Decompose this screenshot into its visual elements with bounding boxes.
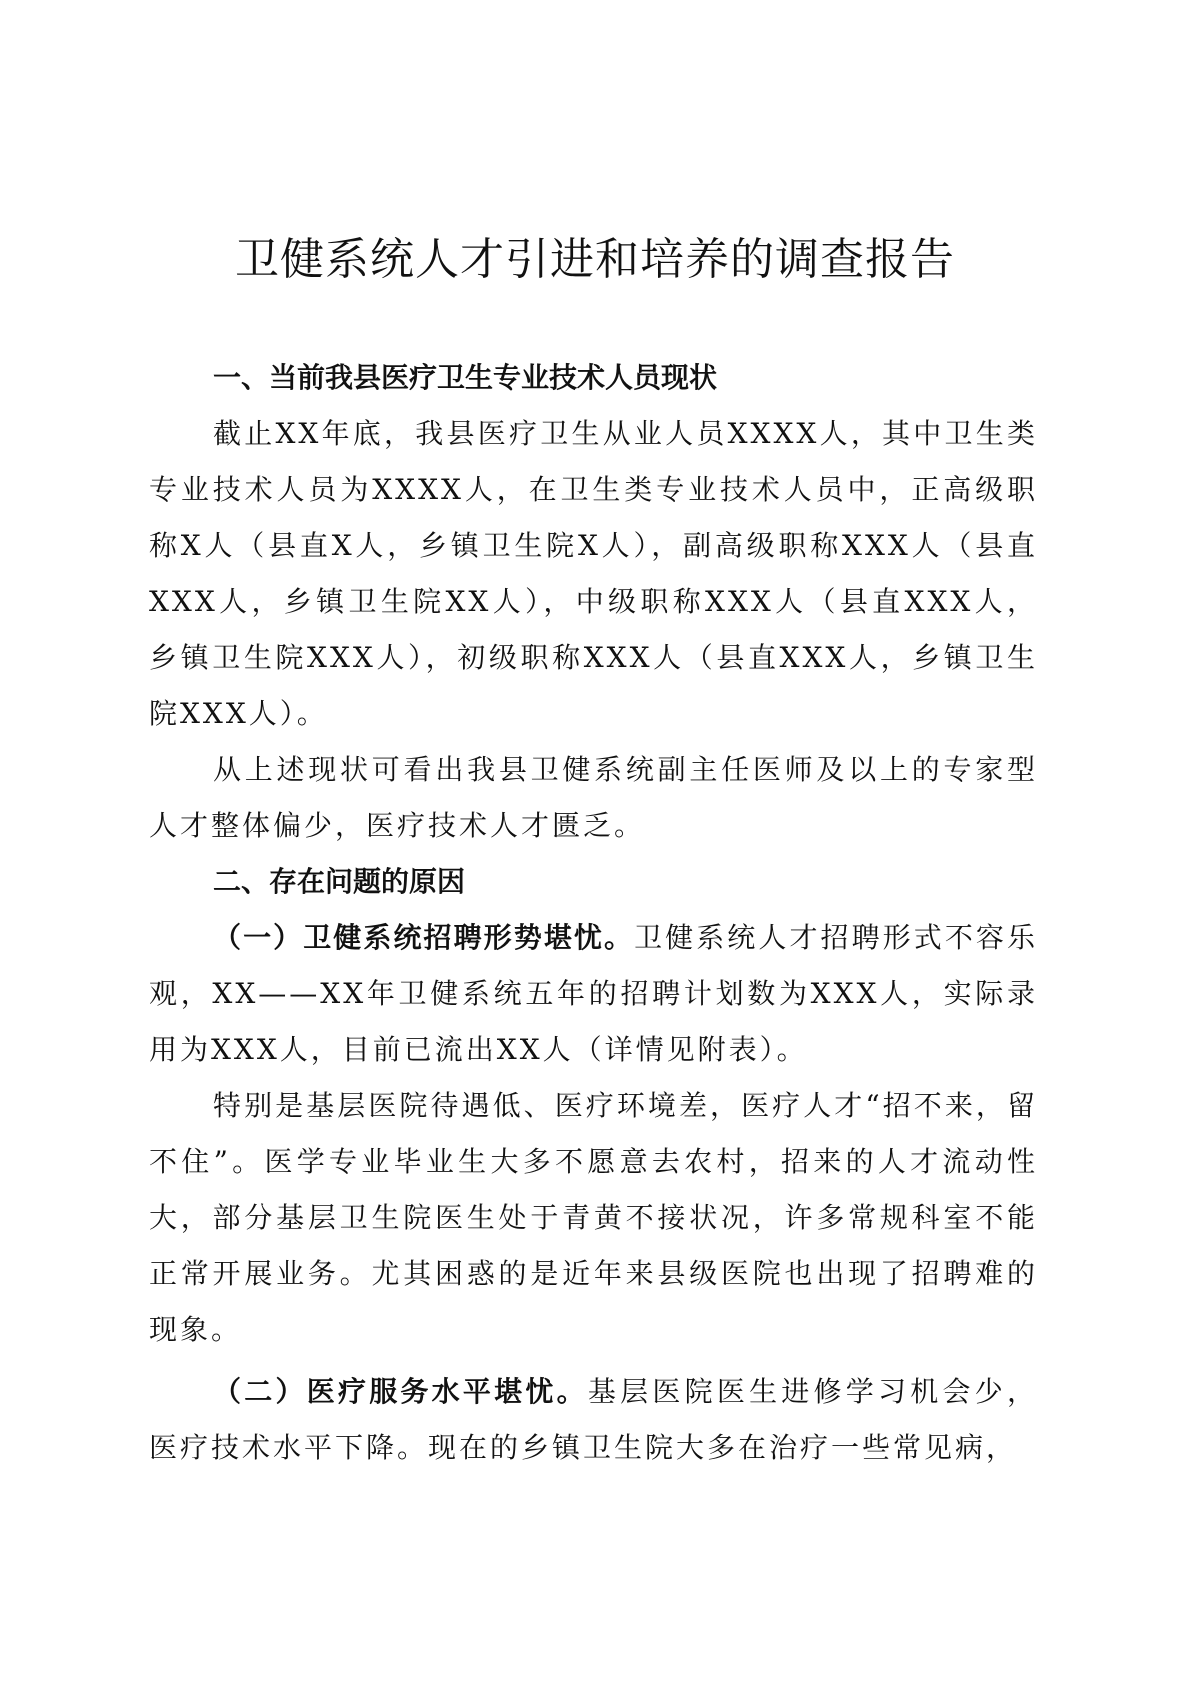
document-body — [149, 350, 1038, 1476]
section-2-item-2-text: 基层医院医生进修学习机会少，医疗技术水平下降。现在的乡镇卫生院大多在治疗一些常见病， — [149, 1375, 1038, 1464]
section-2-item-1 — [149, 910, 1038, 1078]
section-1-paragraph-1: 截止XX年底，我县医疗卫生从业人员XXXX人，其中卫生类专业技术人员为XXXX人，在卫生类专业技术人员中，正高级职称X人（县直X人，乡镇卫生院X人），副高级职称XXX人（县直XXX人，乡镇卫生院XX人），中级职称XXX人（县直XXX人，乡镇卫生院XXX人），初级职称XXX人（县直XXX人，乡镇卫生院XXX人）。 — [149, 417, 1038, 730]
section-2-item-1-lead: （一）卫健系统招聘形势堪忧。 — [213, 921, 635, 954]
section-2-item-2 — [149, 1364, 1038, 1476]
document-title: 卫健系统人才引进和培养的调查报告 — [235, 234, 955, 285]
section-1-paragraph-2: 从上述现状可看出我县卫健系统副主任医师及以上的专家型人才整体偏少，医疗技术人才匮乏。 — [149, 753, 1038, 842]
section-2-heading: 二、存在问题的原因 — [213, 865, 466, 898]
section-2-item-2-lead: （二）医疗服务水平堪忧。 — [213, 1375, 588, 1408]
section-2-paragraph: 特别是基层医院待遇低、医疗环境差，医疗人才“招不来，留不住”。医学专业毕业生大多不愿意去农村，招来的人才流动性大，部分基层卫生院医生处于青黄不接状况，许多常规科室不能正常开展业务。尤其困惑的是近年来县级医院也出现了招聘难的现象。 — [149, 1089, 1038, 1346]
section-2-item-1-text: 卫健系统人才招聘形式不容乐观，XX——XX年卫健系统五年的招聘计划数为XXX人，实际录用为XXX人，目前已流出XX人（详情见附表）。 — [149, 921, 1038, 1066]
section-1-heading: 一、当前我县医疗卫生专业技术人员现状 — [213, 361, 718, 394]
